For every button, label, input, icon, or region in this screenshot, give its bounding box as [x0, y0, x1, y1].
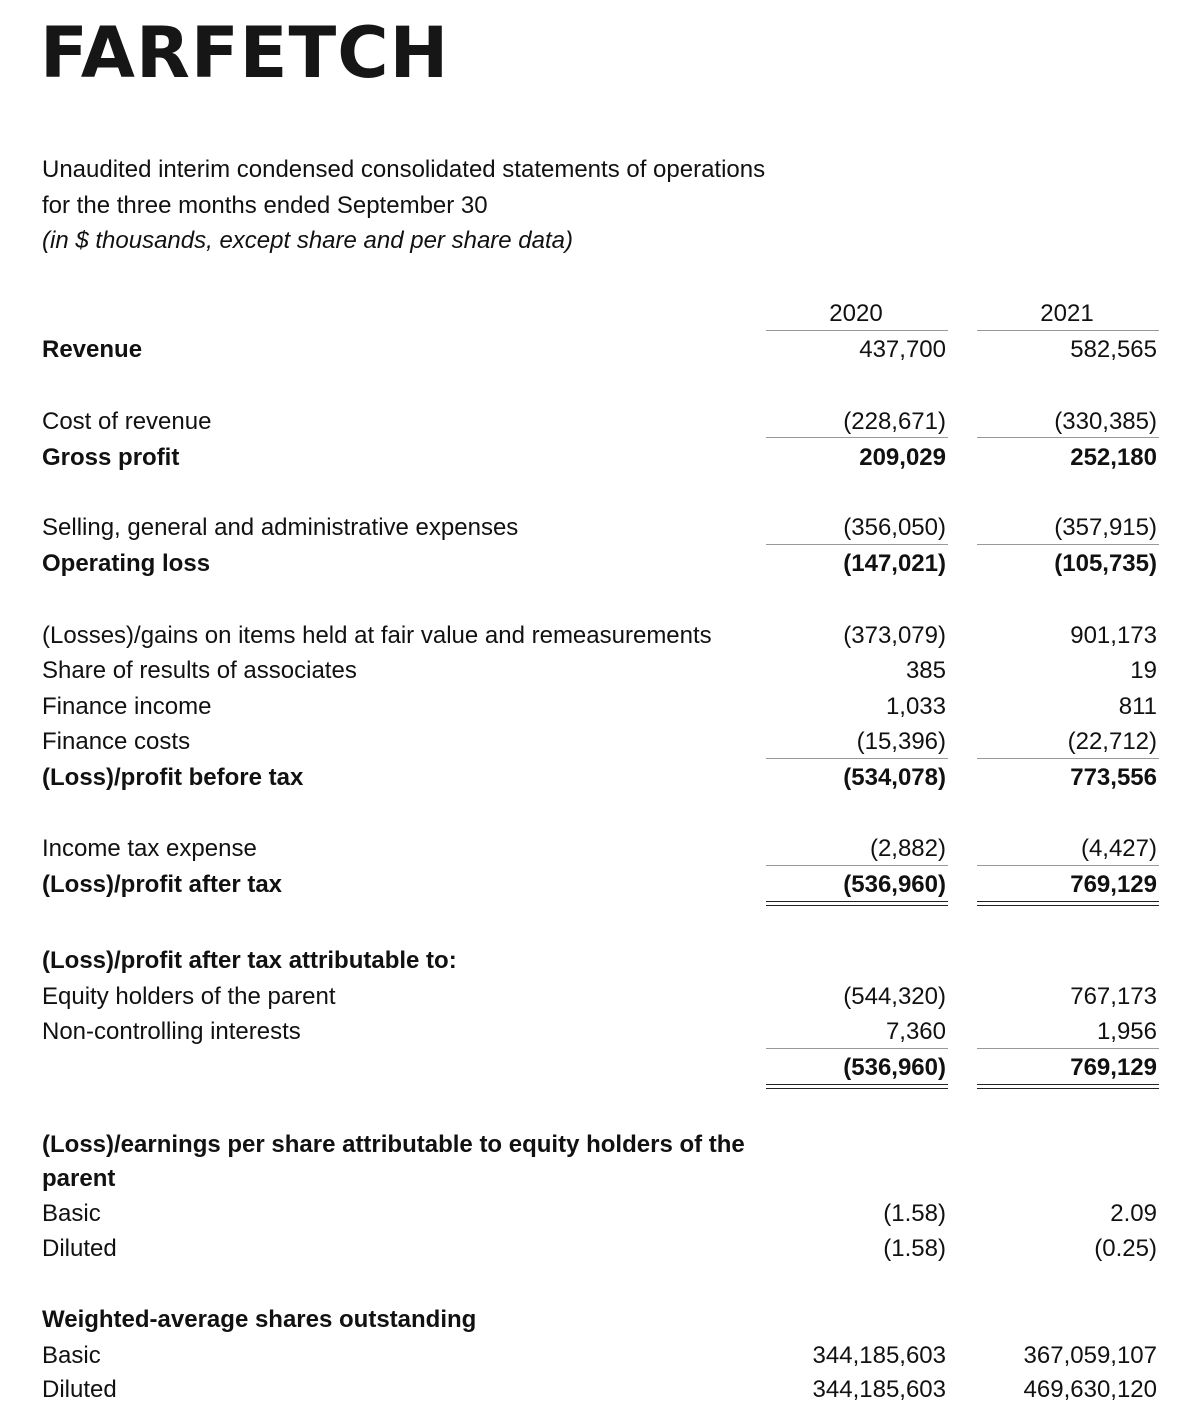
subtotal-rule	[977, 758, 1159, 759]
value-2021: (0.25)	[1094, 1235, 1157, 1262]
subtotal-rule	[766, 437, 948, 438]
value-2021: (22,712)	[1067, 728, 1157, 755]
row-label: (Losses)/gains on items held at fair value and remeasurements	[42, 622, 712, 649]
value-2021: 469,630,120	[1023, 1376, 1157, 1403]
value-2020: 437,700	[859, 336, 946, 363]
row-associates	[0, 653, 1190, 689]
column-header-2021: 2021	[1040, 300, 1094, 327]
row-label: Revenue	[42, 336, 143, 363]
row-attribution-heading	[0, 943, 1190, 979]
value-2020: (228,671)	[843, 408, 946, 435]
double-underline	[766, 901, 948, 906]
row-label: Operating loss	[42, 550, 211, 577]
value-2020: (15,396)	[856, 728, 946, 755]
statement-period: for the three months ended September 30	[42, 192, 488, 219]
row-label: (Loss)/profit after tax	[42, 871, 283, 898]
row-label: (Loss)/profit before tax	[42, 764, 304, 791]
value-2021: 811	[1118, 693, 1157, 720]
subtotal-rule	[766, 758, 948, 759]
row-label: Selling, general and administrative expenses	[42, 514, 519, 541]
row-finance-costs	[0, 724, 1190, 760]
value-2020: 7,360	[885, 1018, 946, 1045]
value-2020: (356,050)	[843, 514, 946, 541]
value-2020: (373,079)	[843, 622, 946, 649]
row-label: Equity holders of the parent	[42, 983, 336, 1010]
value-2020: (147,021)	[843, 550, 946, 577]
row-label: Finance income	[42, 693, 212, 720]
row-non-controlling-interests	[0, 1014, 1190, 1050]
value-2020: (536,960)	[843, 1054, 946, 1081]
row-gross-profit	[0, 440, 1190, 476]
row-label: Non-controlling interests	[42, 1018, 301, 1045]
row-operating-loss	[0, 546, 1190, 582]
row-shares-diluted	[0, 1372, 1190, 1408]
row-eps-heading	[0, 1127, 1190, 1163]
subtotal-rule	[766, 1048, 948, 1049]
row-loss-before-tax	[0, 760, 1190, 796]
value-2020: 344,185,603	[812, 1376, 946, 1403]
subtotal-rule	[977, 1048, 1159, 1049]
row-shares-heading	[0, 1302, 1190, 1338]
row-label: Cost of revenue	[42, 408, 212, 435]
row-label: Basic	[42, 1342, 101, 1369]
row-label: Basic	[42, 1200, 101, 1227]
row-income-tax	[0, 831, 1190, 867]
value-2021: (105,735)	[1054, 550, 1157, 577]
row-label: Diluted	[42, 1235, 117, 1262]
row-label: Share of results of associates	[42, 657, 357, 684]
value-2020: 385	[905, 657, 946, 684]
subtotal-rule	[977, 865, 1159, 866]
value-2021: 1,956	[1096, 1018, 1157, 1045]
header-rule	[977, 330, 1159, 331]
row-equity-holders	[0, 979, 1190, 1015]
value-2021: 582,565	[1070, 336, 1157, 363]
value-2021: 767,173	[1070, 983, 1157, 1010]
row-loss-after-tax	[0, 867, 1190, 903]
row-label: (Loss)/profit after tax attributable to:	[42, 947, 457, 974]
row-label: parent	[42, 1165, 116, 1192]
row-eps-basic	[0, 1196, 1190, 1232]
units-note: (in $ thousands, except share and per share data)	[42, 227, 573, 254]
value-2020: (1.58)	[883, 1235, 946, 1262]
farfetch-logo: FARFETCH	[40, 12, 450, 94]
value-2021: 2.09	[1110, 1200, 1157, 1227]
double-underline	[977, 901, 1159, 906]
double-underline	[766, 1084, 948, 1089]
subtotal-rule	[766, 544, 948, 545]
value-2021: 252,180	[1070, 444, 1157, 471]
row-label: Finance costs	[42, 728, 191, 755]
value-2020: (534,078)	[843, 764, 946, 791]
subtotal-rule	[977, 544, 1159, 545]
value-2021: 19	[1130, 657, 1157, 684]
row-label: (Loss)/earnings per share attributable to equity holders of the	[42, 1131, 745, 1158]
value-2020: (544,320)	[843, 983, 946, 1010]
row-shares-basic	[0, 1338, 1190, 1374]
value-2021: 769,129	[1070, 871, 1157, 898]
value-2020: (2,882)	[869, 835, 946, 862]
header-rule	[766, 330, 948, 331]
row-label: Income tax expense	[42, 835, 257, 862]
row-revenue	[0, 332, 1190, 368]
value-2020: 1,033	[885, 693, 946, 720]
value-2021: (4,427)	[1080, 835, 1157, 862]
row-attribution-total	[0, 1050, 1190, 1086]
value-2021: (330,385)	[1054, 408, 1157, 435]
row-sga	[0, 510, 1190, 546]
row-label: Diluted	[42, 1376, 117, 1403]
value-2021: 367,059,107	[1023, 1342, 1157, 1369]
value-2020: 344,185,603	[812, 1342, 946, 1369]
row-cost-of-revenue	[0, 404, 1190, 440]
value-2020: (536,960)	[843, 871, 946, 898]
subtotal-rule	[977, 437, 1159, 438]
value-2020: (1.58)	[883, 1200, 946, 1227]
row-finance-income	[0, 689, 1190, 725]
value-2020: 209,029	[859, 444, 946, 471]
subtotal-rule	[766, 865, 948, 866]
value-2021: 769,129	[1070, 1054, 1157, 1081]
column-header-2020: 2020	[829, 300, 883, 327]
row-fair-value	[0, 618, 1190, 654]
double-underline	[977, 1084, 1159, 1089]
row-eps-diluted	[0, 1231, 1190, 1267]
row-label: Weighted-average shares outstanding	[42, 1306, 477, 1333]
statement-title: Unaudited interim condensed consolidated statements of operations	[42, 156, 766, 183]
row-label: Gross profit	[42, 444, 180, 471]
value-2021: 901,173	[1070, 622, 1157, 649]
value-2021: (357,915)	[1054, 514, 1157, 541]
value-2021: 773,556	[1070, 764, 1157, 791]
row-eps-heading-cont	[0, 1161, 1190, 1197]
